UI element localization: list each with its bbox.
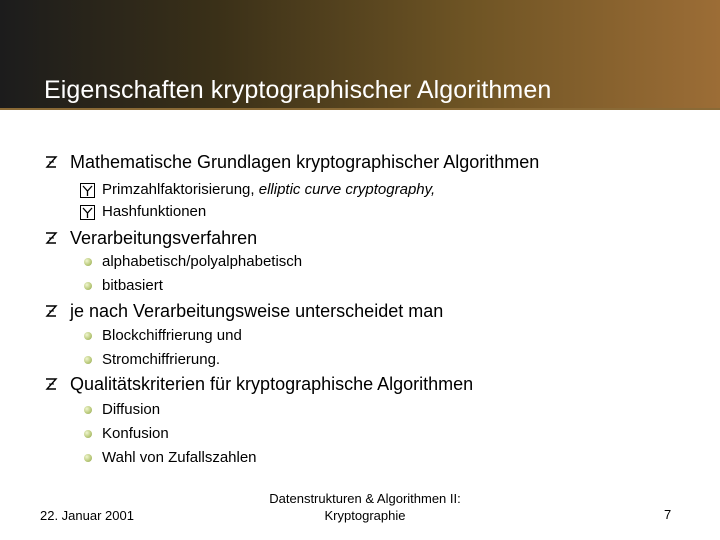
slide-title: Eigenschaften kryptographischer Algorithmen (44, 76, 552, 104)
page-number: 7 (664, 507, 672, 522)
z-bullet-icon (44, 303, 58, 319)
footer-date: 22. Januar 2001 (40, 508, 134, 523)
sub-bullet-text: Diffusion (102, 401, 161, 418)
dot-bullet-icon (84, 258, 92, 266)
footer-course-line2: Kryptographie (324, 508, 406, 523)
dot-bullet-icon (84, 282, 92, 290)
z-bullet-icon (44, 376, 58, 392)
dot-bullet-icon (84, 430, 92, 438)
dot-bullet-icon (84, 332, 92, 340)
bullet-text: Mathematische Grundlagen kryptographischer Algorithmen (70, 152, 540, 172)
sub-bullet-text (102, 181, 435, 198)
dot-bullet-icon (84, 406, 92, 414)
footer-course (230, 490, 500, 524)
footer-course-line1: Datenstrukturen & Algorithmen II: (269, 491, 461, 506)
bullet-text: je nach Verarbeitungsweise unterscheidet man (70, 301, 444, 321)
checkbox-y-bullet-icon (80, 205, 95, 220)
sub-bullet-text: Wahl von Zufallszahlen (102, 449, 257, 466)
z-bullet-icon (44, 154, 58, 170)
sub-bullet-text-normal: Primzahlfaktorisierung, (102, 181, 259, 198)
sub-bullet-text: Stromchiffrierung. (102, 351, 221, 368)
dot-bullet-icon (84, 356, 92, 364)
sub-bullet-text: alphabetisch/polyalphabetisch (102, 253, 303, 270)
sub-bullet-text: Blockchiffrierung und (102, 327, 242, 344)
sub-bullet-text-italic: elliptic curve cryptography, (258, 181, 436, 198)
dot-bullet-icon (84, 454, 92, 462)
bullet-text: Qualitätskriterien für kryptographische Algorithmen (70, 374, 474, 394)
sub-bullet-text: Konfusion (102, 425, 169, 442)
z-bullet-icon (44, 230, 58, 246)
bullet-text: Verarbeitungsverfahren (70, 228, 258, 248)
title-divider (0, 108, 720, 110)
sub-bullet-text: Hashfunktionen (102, 203, 207, 220)
title-bar (0, 0, 720, 108)
sub-bullet-text: bitbasiert (102, 277, 163, 294)
checkbox-y-bullet-icon (80, 183, 95, 198)
